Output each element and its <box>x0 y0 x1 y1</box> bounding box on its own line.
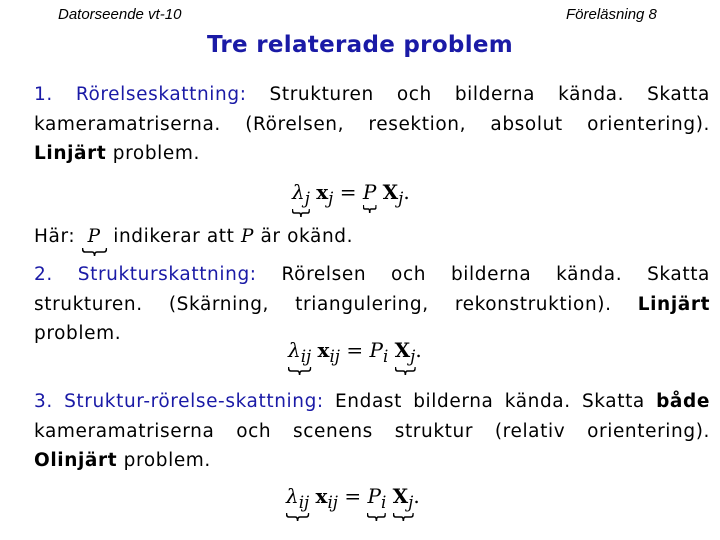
problem-1-type-rest: problem. <box>112 143 201 164</box>
problem-2-paragraph <box>34 260 710 349</box>
problem-3-text-b: kameramatriserna och scenens struktur (relativ orientering). <box>34 420 710 442</box>
eq2-equals: = <box>346 338 364 362</box>
eq2-lambda-sub: ij <box>300 347 312 366</box>
eq3-X: X <box>392 484 409 508</box>
eq3-lambda-sub: ij <box>298 493 310 512</box>
note-symbol: P <box>87 226 101 247</box>
problem-2-type-rest: problem. <box>34 323 122 344</box>
eq2-p-sub: i <box>382 347 389 366</box>
eq3-p: P <box>367 484 381 508</box>
eq1-lambda: λ <box>292 180 305 204</box>
eq1-p-term <box>363 180 376 204</box>
problem-3-type-rest: problem. <box>123 450 211 471</box>
eq1-end: . <box>403 180 410 204</box>
equation-3 <box>286 484 420 512</box>
eq2-x: x <box>317 338 330 362</box>
problem-2-heading: 2. Strukturskattning: <box>34 264 257 285</box>
problem-2-text: Rörelsen och bilderna kända. Skatta strukturen. (Skärning, triangulering, rekonstruktion). <box>34 264 710 315</box>
eq2-end: . <box>415 338 422 362</box>
equation-2 <box>288 338 422 366</box>
eq3-x-sub: ij <box>327 493 338 512</box>
problem-3-type: Olinjärt <box>34 450 118 471</box>
problem-3-heading: 3. Struktur-rörelse-skattning: <box>34 391 324 412</box>
eq3-brace-p <box>367 512 386 522</box>
header-lecture: Föreläsning 8 <box>566 6 657 23</box>
eq1-X-sub: j <box>398 189 404 208</box>
eq3-lambda-term <box>286 484 309 512</box>
problem-3-both: både <box>656 391 711 412</box>
eq3-p-term <box>367 484 386 512</box>
eq1-equals: = <box>339 180 357 204</box>
eq1-p: P <box>362 180 377 204</box>
problem-1-heading: 1. Rörelseskattning: <box>34 84 247 105</box>
eq3-X-sub: j <box>408 493 414 512</box>
note-middle: indikerar att <box>113 226 235 247</box>
eq3-brace-X <box>393 512 414 522</box>
problem-1-text: Strukturen och bilderna kända. Skatta kameramatriserna. (Rörelsen, resektion, absolut orientering). <box>34 84 710 135</box>
eq2-X-sub: j <box>410 347 416 366</box>
note-symbol-term <box>82 226 107 247</box>
eq1-x: x <box>316 180 329 204</box>
note-line <box>34 226 353 247</box>
eq1-lambda-term <box>292 180 310 208</box>
eq2-brace-X <box>395 366 416 376</box>
problem-1-paragraph <box>34 80 710 169</box>
eq3-end: . <box>413 484 420 508</box>
problem-3-text-a: Endast bilderna kända. Skatta <box>335 391 645 412</box>
equation-1 <box>292 180 410 208</box>
note-suffix: är okänd. <box>260 226 354 247</box>
eq3-X-term <box>393 484 414 512</box>
eq1-brace-lambda <box>292 208 310 218</box>
eq2-lambda-term <box>288 338 311 366</box>
eq3-lambda: λ <box>286 484 299 508</box>
problem-2-type: Linjärt <box>637 293 711 315</box>
eq1-x-sub: j <box>328 189 334 208</box>
eq2-X: X <box>394 338 411 362</box>
eq2-p: P <box>369 338 383 362</box>
eq2-x-sub: ij <box>329 347 340 366</box>
eq2-X-term <box>395 338 416 366</box>
problem-3-paragraph <box>34 387 710 476</box>
eq1-X: X <box>382 180 399 204</box>
note-symbol-2: P <box>240 226 255 247</box>
eq2-brace-lambda <box>288 366 311 376</box>
eq3-p-sub: i <box>380 493 387 512</box>
note-brace <box>82 247 107 257</box>
eq3-equals: = <box>344 484 362 508</box>
slide-title: Tre relaterade problem <box>206 32 514 58</box>
eq2-lambda: λ <box>288 338 301 362</box>
eq3-brace-lambda <box>286 512 309 522</box>
problem-1-type: Linjärt <box>34 143 107 164</box>
header-course: Datorseende vt-10 <box>58 6 182 23</box>
eq1-lambda-sub: j <box>304 189 310 208</box>
eq1-brace-p <box>363 204 376 214</box>
note-prefix: Här: <box>34 226 76 247</box>
eq3-x: x <box>315 484 328 508</box>
